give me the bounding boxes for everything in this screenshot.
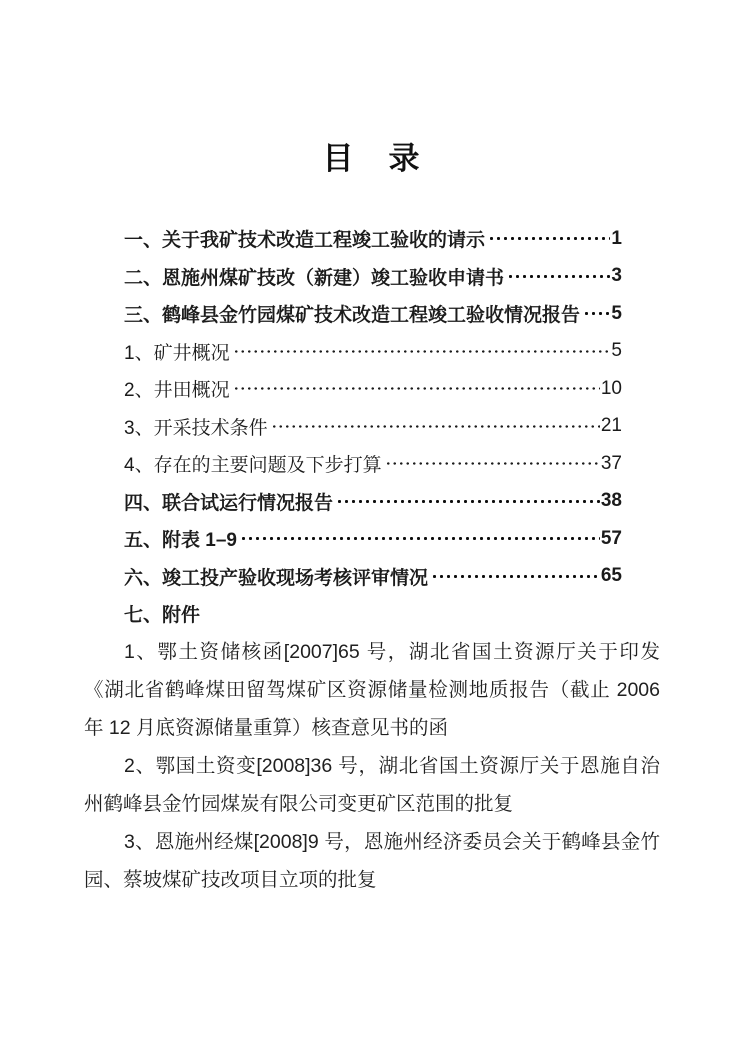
dotted-leader	[238, 529, 600, 548]
toc-entry-page: 5	[611, 302, 622, 324]
toc-entry	[124, 370, 622, 408]
dotted-leader	[231, 342, 611, 361]
toc-entry	[124, 295, 622, 333]
toc-entry	[124, 595, 622, 633]
toc-entry	[124, 258, 622, 296]
toc-entry-label: 1、矿井概况	[124, 342, 230, 364]
toc-entry-page: 57	[600, 527, 622, 549]
toc-entry-page: 1	[611, 227, 622, 249]
toc-entry-label: 六、竣工投产验收现场考核评审情况	[124, 567, 429, 589]
toc-entry-label: 一、关于我矿技术改造工程竣工验收的请示	[124, 230, 486, 252]
dotted-leader	[269, 417, 600, 436]
toc-entry-label: 3、开采技术条件	[124, 417, 268, 439]
toc-entry-page: 37	[600, 452, 622, 474]
toc-entry-label: 4、存在的主要问题及下步打算	[124, 455, 382, 477]
toc-entry-page: 10	[600, 377, 622, 399]
dotted-leader	[201, 604, 621, 623]
attachment-item: 3、恩施州经煤[2008]9 号，恩施州经济委员会关于鹤峰县金竹园、蔡坡煤矿技改项目立项的批复	[84, 830, 660, 891]
toc-entry-page: 3	[611, 265, 622, 287]
table-of-contents	[124, 220, 622, 633]
toc-entry-label: 二、恩施州煤矿技改（新建）竣工验收申请书	[124, 267, 505, 289]
toc-entry-page: 5	[611, 340, 622, 362]
toc-entry-label: 三、鹤峰县金竹园煤矿技术改造工程竣工验收情况报告	[124, 305, 581, 327]
dotted-leader	[383, 454, 600, 473]
toc-entry	[124, 220, 622, 258]
toc-entry	[124, 520, 622, 558]
dotted-leader	[505, 267, 610, 286]
dotted-leader	[231, 379, 600, 398]
toc-entry	[124, 558, 622, 596]
attachment-item: 2、鄂国土资变[2008]36 号，湖北省国土资源厅关于恩施自治州鹤峰县金竹园煤炭有限公司变更矿区范围的批复	[84, 754, 660, 815]
toc-entry	[124, 483, 622, 521]
toc-entry-page: 21	[600, 415, 622, 437]
dotted-leader	[486, 229, 610, 248]
dotted-leader	[581, 304, 610, 323]
toc-entry-label: 五、附表 1–9	[124, 530, 237, 552]
attachment-item: 1、鄂土资储核函[2007]65 号，湖北省国土资源厅关于印发《湖北省鹤峰煤田留驾煤矿区资源储量检测地质报告（截止 2006 年 12 月底资源储量重算）核查意见书的函	[84, 640, 660, 739]
dotted-leader	[429, 567, 600, 586]
toc-entry	[124, 333, 622, 371]
toc-entry-label: 七、附件	[124, 605, 201, 627]
page-title: 目 录	[322, 141, 422, 176]
dotted-leader	[334, 492, 600, 511]
toc-entry-page: 38	[600, 490, 622, 512]
toc-entry	[124, 408, 622, 446]
toc-entry-page: 65	[600, 565, 622, 587]
toc-entry-label: 2、井田概况	[124, 380, 230, 402]
toc-entry	[124, 445, 622, 483]
attachment-list	[84, 633, 660, 899]
toc-entry-label: 四、联合试运行情况报告	[124, 492, 334, 514]
